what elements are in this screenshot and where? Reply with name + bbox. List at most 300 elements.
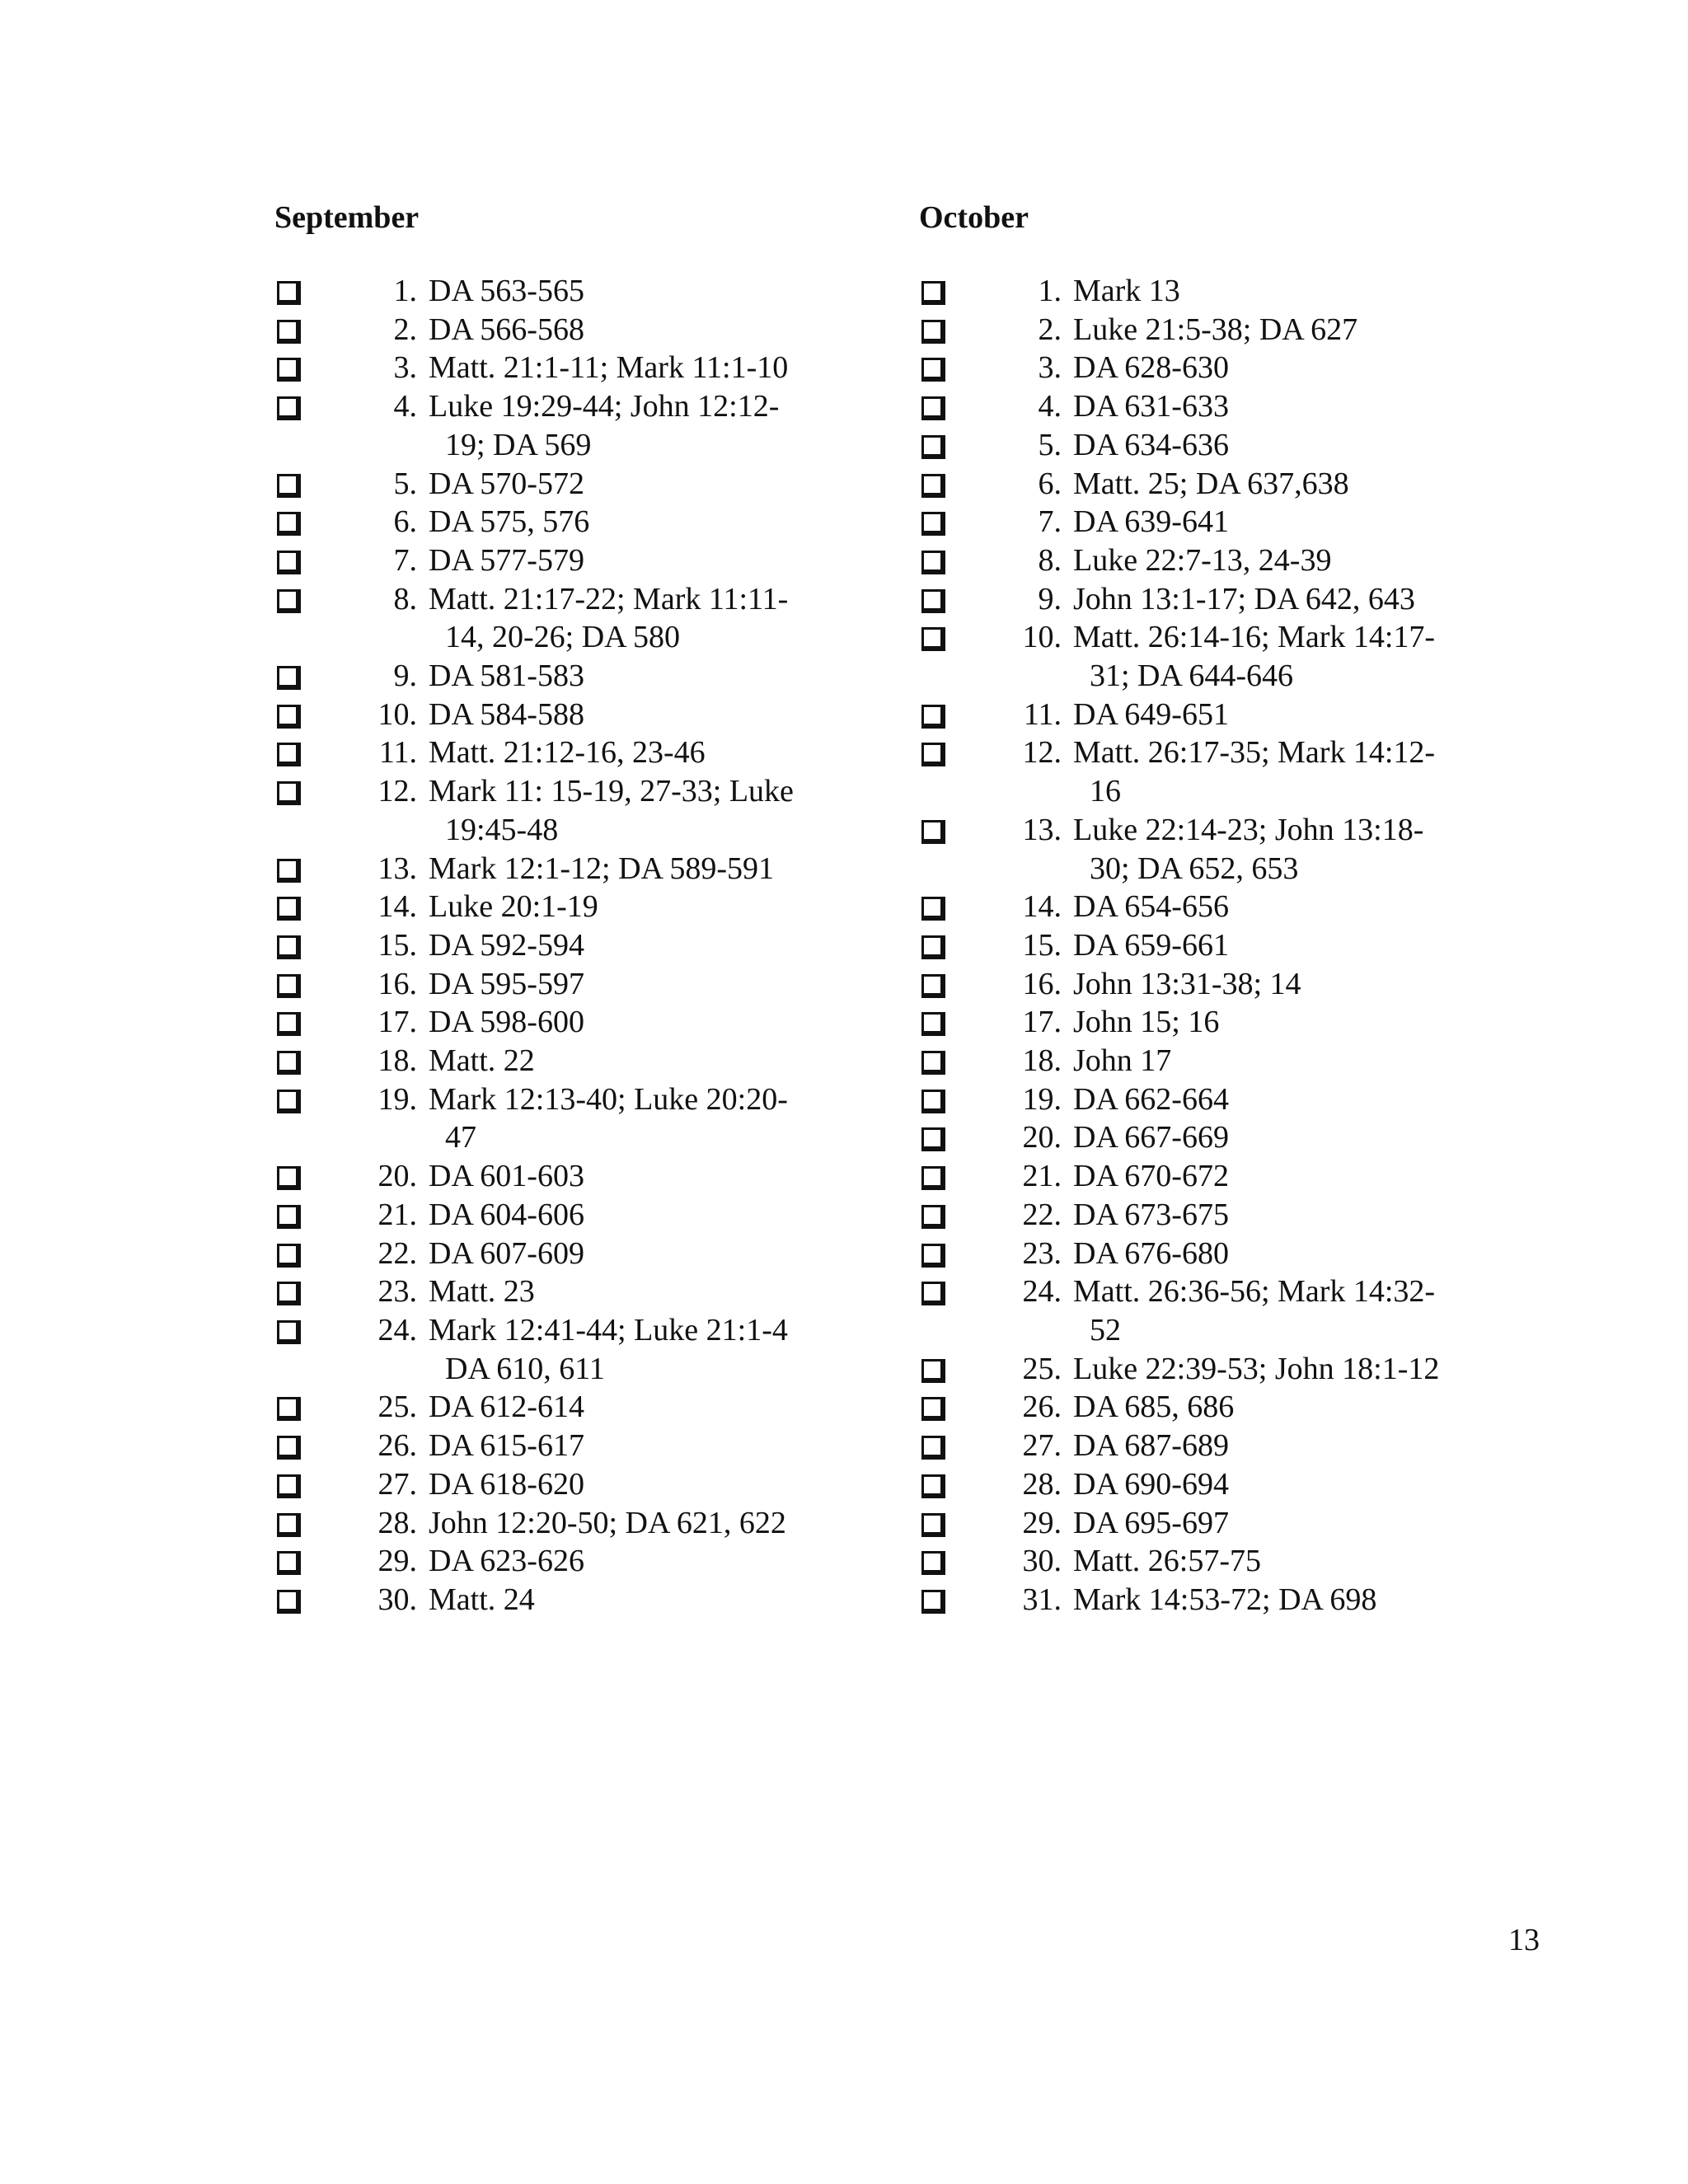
reading-entry xyxy=(919,1118,1496,1157)
reading-entry xyxy=(919,618,1496,695)
reading-entry xyxy=(274,465,851,504)
entry-number: 12. xyxy=(377,774,417,809)
entry-line: Mark 14:53-72; DA 698 xyxy=(1073,1582,1377,1617)
reading-entry xyxy=(919,272,1496,311)
entry-number: 31. xyxy=(1022,1582,1062,1617)
entry-line-continued: 19:45-48 xyxy=(445,812,559,847)
month-title-october: October xyxy=(919,200,1029,235)
entry-line: DA 570-572 xyxy=(429,466,584,501)
entry-text xyxy=(429,772,851,849)
entry-text xyxy=(429,1388,851,1427)
entry-line: Matt. 26:14-16; Mark 14:17- xyxy=(1073,620,1436,655)
entry-line-continued: DA 610, 611 xyxy=(445,1351,605,1386)
reading-entry xyxy=(274,926,851,965)
entry-line: DA 662-664 xyxy=(1073,1081,1229,1117)
entry-line: DA 654-656 xyxy=(1073,889,1229,925)
entry-line: DA 612-614 xyxy=(429,1390,584,1425)
entry-line: DA 690-694 xyxy=(1073,1466,1229,1502)
entry-number: 9. xyxy=(393,658,417,694)
reading-entry xyxy=(274,888,851,926)
entry-number: 29. xyxy=(377,1544,417,1579)
checkbox-icon[interactable] xyxy=(277,1282,301,1305)
entry-text xyxy=(429,1235,851,1273)
reading-entry xyxy=(274,1042,851,1080)
entry-number: 6. xyxy=(1038,466,1062,501)
entry-line: DA 581-583 xyxy=(429,658,584,694)
entry-line: Mark 12:13-40; Luke 20:20- xyxy=(429,1081,788,1117)
entry-line: DA 685, 686 xyxy=(1073,1390,1235,1425)
entry-number: 24. xyxy=(1022,1274,1062,1310)
entry-line: DA 631-633 xyxy=(1073,389,1229,424)
entry-number: 3. xyxy=(393,350,417,386)
checkbox-icon[interactable] xyxy=(277,1513,301,1537)
entry-text xyxy=(1073,618,1496,695)
reading-entry xyxy=(274,1080,851,1157)
entry-text xyxy=(1073,1042,1496,1080)
checkbox-icon[interactable] xyxy=(921,1205,945,1229)
entry-text xyxy=(1073,503,1496,541)
page-number: 13 xyxy=(1508,1923,1540,1957)
reading-entry xyxy=(274,580,851,657)
entry-line: Matt. 25; DA 637,638 xyxy=(1073,466,1349,501)
entry-text xyxy=(429,349,851,387)
checkbox-icon[interactable] xyxy=(921,1166,945,1190)
entry-text xyxy=(429,733,851,772)
entry-number: 20. xyxy=(1022,1120,1062,1155)
checkbox-icon[interactable] xyxy=(921,474,945,498)
entry-number: 8. xyxy=(1038,542,1062,578)
entry-text xyxy=(429,541,851,580)
september-column xyxy=(274,194,851,1619)
entry-text xyxy=(429,1042,851,1080)
entry-text xyxy=(1073,1235,1496,1273)
checkbox-icon[interactable] xyxy=(921,1244,945,1268)
entry-number: 23. xyxy=(377,1274,417,1310)
entry-number: 9. xyxy=(1038,581,1062,616)
entry-number: 23. xyxy=(1022,1235,1062,1271)
entry-text xyxy=(1073,580,1496,619)
reading-entry xyxy=(919,888,1496,926)
reading-entry xyxy=(274,272,851,311)
entry-line: Mark 12:41-44; Luke 21:1-4 xyxy=(429,1312,788,1347)
entry-number: 13. xyxy=(1022,812,1062,847)
checkbox-icon[interactable] xyxy=(921,1436,945,1460)
entry-text xyxy=(1073,1118,1496,1157)
reading-entry xyxy=(274,1427,851,1465)
checkbox-icon[interactable] xyxy=(277,281,301,305)
checkbox-icon[interactable] xyxy=(921,974,945,998)
reading-entry xyxy=(919,1080,1496,1119)
reading-entry xyxy=(919,503,1496,541)
reading-entry xyxy=(919,1581,1496,1619)
checkbox-icon[interactable] xyxy=(277,781,301,805)
entry-line: Matt. 21:1-11; Mark 11:1-10 xyxy=(429,350,789,386)
entry-line: DA 676-680 xyxy=(1073,1235,1229,1271)
checkbox-icon[interactable] xyxy=(277,1474,301,1498)
entry-text xyxy=(1073,1427,1496,1465)
checkbox-icon[interactable] xyxy=(921,435,945,459)
entry-number: 27. xyxy=(377,1466,417,1502)
entry-number: 21. xyxy=(377,1197,417,1232)
reading-entry xyxy=(919,926,1496,965)
entry-text xyxy=(1073,272,1496,311)
reading-list-september xyxy=(274,272,851,1619)
entry-line: Luke 22:7-13, 24-39 xyxy=(1073,542,1332,578)
checkbox-icon[interactable] xyxy=(921,396,945,420)
entry-text xyxy=(429,1581,851,1619)
entry-line: Luke 22:14-23; John 13:18- xyxy=(1073,812,1424,847)
entry-number: 17. xyxy=(377,1005,417,1040)
entry-text xyxy=(429,465,851,504)
checkbox-icon[interactable] xyxy=(921,1590,945,1614)
entry-line: DA 673-675 xyxy=(1073,1197,1229,1232)
checkbox-icon[interactable] xyxy=(277,705,301,729)
entry-text xyxy=(429,657,851,696)
reading-entry xyxy=(274,1272,851,1311)
entry-line: DA 623-626 xyxy=(429,1544,584,1579)
entry-text xyxy=(1073,1272,1496,1349)
entry-number: 30. xyxy=(1022,1544,1062,1579)
checkbox-icon[interactable] xyxy=(277,859,301,883)
reading-entry xyxy=(274,311,851,349)
entry-text xyxy=(429,1272,851,1311)
entry-text xyxy=(1073,387,1496,426)
entry-text xyxy=(1073,465,1496,504)
entry-line: DA 598-600 xyxy=(429,1005,584,1040)
entry-text xyxy=(429,1080,851,1157)
entry-number: 2. xyxy=(1038,312,1062,347)
entry-line: Matt. 21:17-22; Mark 11:11- xyxy=(429,581,789,616)
entry-line-continued: 19; DA 569 xyxy=(445,427,592,462)
reading-entry xyxy=(919,965,1496,1004)
entry-number: 14. xyxy=(377,889,417,925)
entry-text xyxy=(1073,311,1496,349)
entry-line-continued: 47 xyxy=(445,1120,476,1155)
checkbox-icon[interactable] xyxy=(921,512,945,536)
reading-entry xyxy=(274,850,851,888)
entry-number: 19. xyxy=(1022,1081,1062,1117)
entry-text xyxy=(1073,1080,1496,1119)
reading-entry xyxy=(274,1311,851,1388)
entry-number: 12. xyxy=(1022,735,1062,771)
entry-line: DA 687-689 xyxy=(1073,1428,1229,1464)
entry-text xyxy=(1073,696,1496,734)
entry-text xyxy=(429,850,851,888)
entry-text xyxy=(1073,1581,1496,1619)
checkbox-icon[interactable] xyxy=(921,551,945,574)
entry-text xyxy=(1073,1196,1496,1235)
entry-line: DA 695-697 xyxy=(1073,1505,1229,1540)
entry-number: 27. xyxy=(1022,1428,1062,1464)
reading-entry xyxy=(919,541,1496,580)
entry-line: DA 607-609 xyxy=(429,1235,584,1271)
reading-entry xyxy=(919,1235,1496,1273)
reading-entry xyxy=(274,1235,851,1273)
checkbox-icon[interactable] xyxy=(277,474,301,498)
reading-entry xyxy=(919,1157,1496,1196)
entry-text xyxy=(429,1311,851,1388)
entry-number: 22. xyxy=(377,1235,417,1271)
reading-entry xyxy=(919,1388,1496,1427)
entry-line-continued: 14, 20-26; DA 580 xyxy=(445,620,680,655)
checkbox-icon[interactable] xyxy=(921,897,945,921)
entry-text xyxy=(1073,1465,1496,1504)
entry-number: 26. xyxy=(1022,1390,1062,1425)
entry-line: Matt. 26:36-56; Mark 14:32- xyxy=(1073,1274,1436,1310)
reading-entry xyxy=(919,1465,1496,1504)
entry-number: 1. xyxy=(1038,274,1062,308)
checkbox-icon[interactable] xyxy=(277,666,301,690)
reading-entry xyxy=(274,387,851,464)
entry-line: John 13:1-17; DA 642, 643 xyxy=(1073,581,1415,616)
reading-entry xyxy=(919,1196,1496,1235)
checkbox-icon[interactable] xyxy=(921,1513,945,1537)
entry-number: 6. xyxy=(393,504,417,540)
checkbox-icon[interactable] xyxy=(277,1166,301,1190)
checkbox-icon[interactable] xyxy=(921,589,945,613)
entry-line: Mark 13 xyxy=(1073,274,1180,308)
checkbox-icon[interactable] xyxy=(921,935,945,959)
entry-number: 25. xyxy=(377,1390,417,1425)
reading-entry xyxy=(274,1003,851,1042)
entry-line: DA 634-636 xyxy=(1073,427,1229,462)
entry-line: John 13:31-38; 14 xyxy=(1073,966,1301,1001)
entry-number: 4. xyxy=(1038,389,1062,424)
reading-entry xyxy=(919,1504,1496,1543)
entry-number: 21. xyxy=(1022,1159,1062,1194)
reading-entry xyxy=(274,1504,851,1543)
entry-number: 26. xyxy=(377,1428,417,1464)
entry-text xyxy=(1073,926,1496,965)
entry-text xyxy=(1073,1350,1496,1389)
entry-number: 5. xyxy=(1038,427,1062,462)
entry-number: 4. xyxy=(393,389,417,424)
entry-text xyxy=(429,1427,851,1465)
entry-text xyxy=(1073,1388,1496,1427)
checkbox-icon[interactable] xyxy=(277,974,301,998)
entry-number: 18. xyxy=(1022,1043,1062,1079)
reading-entry xyxy=(919,426,1496,465)
entry-text xyxy=(429,926,851,965)
entry-line: Matt. 24 xyxy=(429,1582,535,1617)
reading-entry xyxy=(274,1465,851,1504)
checkbox-icon[interactable] xyxy=(921,1127,945,1151)
entry-text xyxy=(429,1157,851,1196)
entry-text xyxy=(429,1003,851,1042)
entry-text xyxy=(429,965,851,1004)
entry-number: 18. xyxy=(377,1043,417,1079)
reading-entry xyxy=(919,311,1496,349)
entry-text xyxy=(1073,888,1496,926)
entry-number: 5. xyxy=(393,466,417,501)
checkbox-icon[interactable] xyxy=(277,1320,301,1344)
entry-number: 8. xyxy=(393,581,417,616)
entry-text xyxy=(429,1542,851,1581)
reading-entry xyxy=(274,1196,851,1235)
reading-entry xyxy=(919,349,1496,387)
entry-line: Matt. 21:12-16, 23-46 xyxy=(429,735,706,771)
reading-entry xyxy=(919,1272,1496,1349)
entry-line-continued: 52 xyxy=(1090,1312,1121,1347)
checkbox-icon[interactable] xyxy=(277,743,301,766)
entry-line: Luke 19:29-44; John 12:12- xyxy=(429,389,780,424)
october-column xyxy=(919,194,1496,1619)
reading-entry xyxy=(919,696,1496,734)
entry-text xyxy=(429,1504,851,1543)
entry-line-continued: 16 xyxy=(1090,774,1121,809)
checkbox-icon[interactable] xyxy=(921,358,945,382)
entry-text xyxy=(429,311,851,349)
checkbox-icon[interactable] xyxy=(921,1051,945,1075)
checkbox-icon[interactable] xyxy=(277,396,301,420)
reading-entry xyxy=(274,1388,851,1427)
entry-line: John 15; 16 xyxy=(1073,1005,1220,1040)
entry-line: DA 592-594 xyxy=(429,927,584,963)
entry-text xyxy=(1073,1157,1496,1196)
checkbox-icon[interactable] xyxy=(921,820,945,844)
entry-line: DA 649-651 xyxy=(1073,696,1229,732)
checkbox-icon[interactable] xyxy=(277,358,301,382)
entry-text xyxy=(1073,426,1496,465)
reading-entry xyxy=(274,657,851,696)
entry-line: Matt. 26:57-75 xyxy=(1073,1544,1261,1579)
checkbox-icon[interactable] xyxy=(921,281,945,305)
entry-text xyxy=(429,696,851,734)
entry-number: 25. xyxy=(1022,1351,1062,1386)
reading-entry xyxy=(274,541,851,580)
entry-line: DA 577-579 xyxy=(429,542,584,578)
entry-text xyxy=(429,1465,851,1504)
entry-number: 19. xyxy=(377,1081,417,1117)
reading-entry xyxy=(919,1542,1496,1581)
checkbox-icon[interactable] xyxy=(921,627,945,651)
entry-text xyxy=(1073,1504,1496,1543)
reading-entry xyxy=(919,1042,1496,1080)
checkbox-icon[interactable] xyxy=(277,320,301,344)
entry-line: Mark 12:1-12; DA 589-591 xyxy=(429,851,775,886)
entry-line: Mark 11: 15-19, 27-33; Luke xyxy=(429,774,794,809)
reading-entry xyxy=(919,387,1496,426)
checkbox-icon[interactable] xyxy=(277,1590,301,1614)
entry-text xyxy=(429,387,851,464)
entry-line: DA 667-669 xyxy=(1073,1120,1229,1155)
entry-number: 10. xyxy=(377,696,417,732)
checkbox-icon[interactable] xyxy=(921,1282,945,1305)
entry-number: 10. xyxy=(1022,620,1062,655)
entry-line: DA 670-672 xyxy=(1073,1159,1229,1194)
entry-line-continued: 31; DA 644-646 xyxy=(1090,658,1293,694)
checkbox-icon[interactable] xyxy=(921,705,945,729)
checkbox-icon[interactable] xyxy=(921,1359,945,1383)
checkbox-icon[interactable] xyxy=(277,897,301,921)
checkbox-icon[interactable] xyxy=(277,1012,301,1036)
entry-number: 28. xyxy=(1022,1466,1062,1502)
checkbox-icon[interactable] xyxy=(277,589,301,613)
reading-entry xyxy=(274,696,851,734)
reading-entry xyxy=(919,1427,1496,1465)
entry-text xyxy=(1073,811,1496,888)
checkbox-icon[interactable] xyxy=(921,320,945,344)
entry-text xyxy=(1073,965,1496,1004)
entry-line: Luke 20:1-19 xyxy=(429,889,598,925)
entry-number: 13. xyxy=(377,851,417,886)
entry-number: 2. xyxy=(393,312,417,347)
entry-number: 29. xyxy=(1022,1505,1062,1540)
entry-number: 15. xyxy=(1022,927,1062,963)
reading-entry xyxy=(919,465,1496,504)
entry-text xyxy=(1073,1542,1496,1581)
reading-entry xyxy=(274,1581,851,1619)
reading-entry xyxy=(919,1350,1496,1389)
entry-line: DA 575, 576 xyxy=(429,504,590,540)
entry-line: John 12:20-50; DA 621, 622 xyxy=(429,1505,786,1540)
checkbox-icon[interactable] xyxy=(277,1205,301,1229)
entry-number: 15. xyxy=(377,927,417,963)
checkbox-icon[interactable] xyxy=(921,1012,945,1036)
entry-number: 7. xyxy=(393,542,417,578)
entry-number: 1. xyxy=(393,274,417,308)
entry-line: DA 566-568 xyxy=(429,312,584,347)
entry-line: Luke 22:39-53; John 18:1-12 xyxy=(1073,1351,1440,1386)
checkbox-icon[interactable] xyxy=(921,1474,945,1498)
reading-entry xyxy=(919,1003,1496,1042)
entry-number: 11. xyxy=(378,735,417,771)
entry-line: Matt. 26:17-35; Mark 14:12- xyxy=(1073,735,1436,771)
entry-number: 22. xyxy=(1022,1197,1062,1232)
entry-text xyxy=(429,1196,851,1235)
reading-entry xyxy=(274,503,851,541)
month-title-september: September xyxy=(274,200,420,235)
reading-entry xyxy=(919,733,1496,810)
reading-entry xyxy=(919,811,1496,888)
entry-line: Matt. 23 xyxy=(429,1274,535,1310)
entry-line: DA 584-588 xyxy=(429,696,584,732)
checkbox-icon[interactable] xyxy=(277,1090,301,1113)
checkbox-icon[interactable] xyxy=(277,935,301,959)
checkbox-icon[interactable] xyxy=(921,1397,945,1421)
reading-entry xyxy=(274,772,851,849)
entry-line: DA 604-606 xyxy=(429,1197,584,1232)
entry-line: DA 563-565 xyxy=(429,274,584,308)
entry-line: Luke 21:5-38; DA 627 xyxy=(1073,312,1358,347)
checkbox-icon[interactable] xyxy=(277,1244,301,1268)
checkbox-icon[interactable] xyxy=(277,1436,301,1460)
entry-number: 30. xyxy=(377,1582,417,1617)
reading-entry xyxy=(919,580,1496,619)
entry-line: DA 615-617 xyxy=(429,1428,584,1464)
entry-number: 3. xyxy=(1038,350,1062,386)
checkbox-icon[interactable] xyxy=(277,1051,301,1075)
entry-number: 28. xyxy=(377,1505,417,1540)
entry-line: Matt. 22 xyxy=(429,1043,535,1079)
checkbox-icon[interactable] xyxy=(921,743,945,766)
checkbox-icon[interactable] xyxy=(921,1551,945,1575)
entry-line-continued: 30; DA 652, 653 xyxy=(1090,851,1299,886)
entry-number: 20. xyxy=(377,1159,417,1194)
entry-line: DA 618-620 xyxy=(429,1466,584,1502)
entry-number: 16. xyxy=(377,966,417,1001)
entry-line: DA 595-597 xyxy=(429,966,584,1001)
checkbox-icon[interactable] xyxy=(277,551,301,574)
entry-number: 24. xyxy=(377,1312,417,1347)
entry-number: 16. xyxy=(1022,966,1062,1001)
entry-number: 11. xyxy=(1023,696,1062,732)
checkbox-icon[interactable] xyxy=(277,512,301,536)
entry-number: 14. xyxy=(1022,889,1062,925)
checkbox-icon[interactable] xyxy=(921,1090,945,1113)
checkbox-icon[interactable] xyxy=(277,1397,301,1421)
checkbox-icon[interactable] xyxy=(277,1551,301,1575)
